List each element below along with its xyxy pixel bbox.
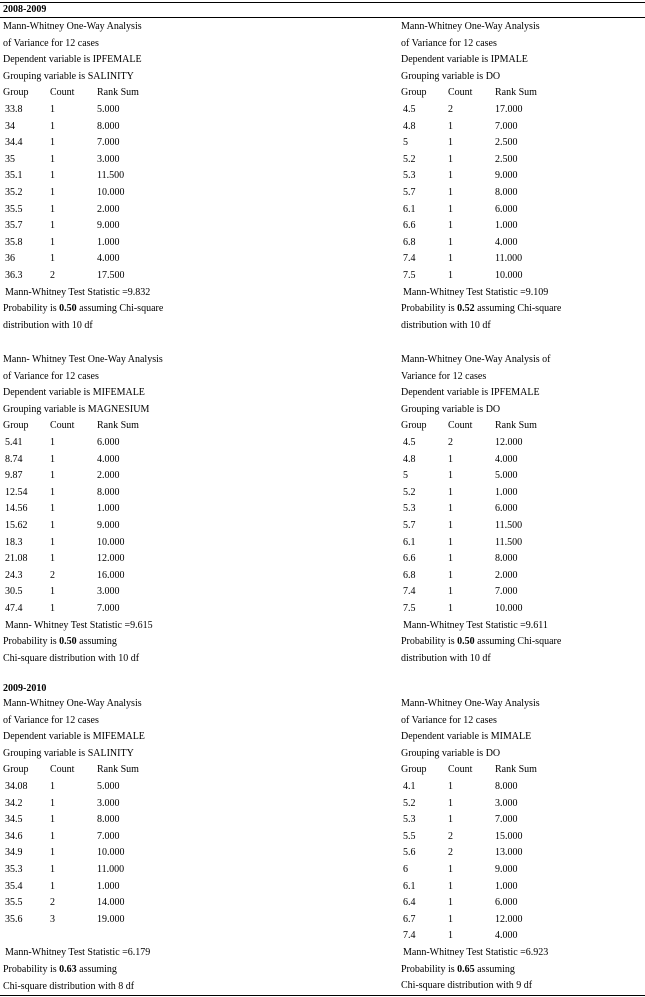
- table-cell: 5.6: [403, 847, 416, 859]
- table-cell: 30.5: [5, 586, 23, 598]
- table-cell: 4.1: [403, 781, 416, 792]
- table-cell: 35.4: [5, 880, 23, 892]
- probability-line: Probability is 0.65 assuming: [401, 963, 515, 975]
- table-cell: 1: [448, 553, 453, 565]
- dependent-variable: Dependent variable is IPFEMALE: [3, 54, 142, 66]
- table-cell: 34: [5, 120, 15, 132]
- table-cell: 5.3: [403, 814, 416, 826]
- column-header: Count: [50, 764, 75, 776]
- analysis-title-cont: of Variance for 12 cases: [3, 370, 99, 382]
- table-cell: 1: [50, 203, 55, 215]
- table-cell: 5.41: [5, 437, 23, 448]
- table-cell: 1: [50, 864, 55, 875]
- table-cell: 24.3: [5, 569, 23, 581]
- table-cell: 1: [448, 453, 453, 465]
- table-cell: 4.5: [403, 104, 416, 115]
- table-cell: 1: [448, 170, 453, 182]
- table-cell: 1: [50, 847, 55, 859]
- probability-value: 0.50: [457, 636, 475, 648]
- table-cell: 35.5: [5, 203, 23, 215]
- table-cell: 1: [448, 520, 453, 531]
- table-cell: 2: [448, 437, 453, 448]
- table-cell: 1: [50, 536, 55, 548]
- table-cell: 8.000: [97, 120, 120, 132]
- table-cell: 6.000: [495, 203, 518, 215]
- table-cell: 6.1: [403, 536, 416, 548]
- table-cell: 7.000: [97, 830, 120, 842]
- table-cell: 8.000: [495, 781, 518, 792]
- table-cell: 6.4: [403, 897, 416, 909]
- table-cell: 5.3: [403, 503, 416, 515]
- probability-value: 0.50: [59, 303, 77, 315]
- table-cell: 5.3: [403, 170, 416, 182]
- probability-line: Probability is 0.50 assuming: [3, 636, 117, 648]
- table-cell: 1.000: [97, 880, 120, 892]
- table-cell: 8.000: [97, 486, 120, 498]
- table-cell: 7.000: [97, 137, 120, 149]
- table-cell: 4.000: [97, 253, 120, 265]
- table-cell: 14.000: [97, 897, 125, 909]
- table-cell: 1: [50, 503, 55, 515]
- analysis-title-cont: of Variance for 12 cases: [401, 37, 497, 49]
- table-cell: 6: [403, 864, 408, 875]
- table-cell: 9.000: [495, 170, 518, 182]
- table-cell: 6.7: [403, 913, 416, 925]
- table-cell: 5: [403, 137, 408, 149]
- year-heading-2008-2009: 2008-2009: [3, 4, 47, 15]
- table-cell: 1: [50, 170, 55, 182]
- test-statistic: Mann-Whitney Test Statistic =9.611: [403, 619, 548, 631]
- table-cell: 5.7: [403, 520, 416, 531]
- table-cell: 4.000: [495, 453, 518, 465]
- table-cell: 5.2: [403, 797, 416, 809]
- table-cell: 11.500: [495, 536, 523, 548]
- table-cell: 4.000: [97, 453, 120, 465]
- table-cell: 7.4: [403, 930, 416, 942]
- table-cell: 1: [448, 569, 453, 581]
- table-cell: 2.000: [97, 203, 120, 215]
- table-cell: 1: [50, 486, 55, 498]
- table-cell: 1: [448, 586, 453, 598]
- table-cell: 6.000: [495, 503, 518, 515]
- probability-line: Probability is 0.50 assuming Chi-square: [3, 303, 164, 315]
- table-cell: 1: [448, 930, 453, 942]
- table-cell: 9.000: [97, 220, 120, 232]
- table-cell: 1: [50, 236, 55, 248]
- dependent-variable: Dependent variable is MIFEMALE: [3, 731, 145, 743]
- analysis-title: Mann-Whitney One-Way Analysis: [3, 21, 142, 32]
- table-cell: 1: [50, 253, 55, 265]
- probability-line-cont: distribution with 10 df: [3, 319, 93, 331]
- analysis-title-cont: of Variance for 12 cases: [3, 714, 99, 726]
- table-cell: 6.6: [403, 220, 416, 232]
- table-cell: 6.6: [403, 553, 416, 565]
- column-header: Group: [3, 764, 29, 776]
- probability-value: 0.50: [59, 636, 77, 648]
- table-cell: 1: [448, 253, 453, 265]
- table-cell: 33.8: [5, 104, 23, 115]
- table-cell: 2: [448, 830, 453, 842]
- table-cell: 35: [5, 153, 15, 165]
- test-statistic: Mann-Whitney Test Statistic =9.109: [403, 286, 549, 298]
- table-cell: 36.3: [5, 270, 23, 281]
- grouping-variable: Grouping variable is DO: [401, 70, 501, 82]
- table-cell: 6.8: [403, 569, 416, 581]
- table-cell: 1.000: [495, 486, 518, 498]
- table-cell: 5.7: [403, 187, 416, 198]
- table-cell: 7.5: [403, 603, 416, 614]
- table-cell: 11.500: [495, 520, 523, 531]
- column-header: Group: [3, 420, 29, 432]
- table-cell: 5.5: [403, 830, 416, 842]
- table-cell: 35.2: [5, 187, 23, 198]
- table-cell: 34.9: [5, 847, 23, 859]
- table-cell: 15.000: [495, 830, 523, 842]
- table-cell: 1: [448, 153, 453, 165]
- column-header: Group: [3, 87, 29, 99]
- table-cell: 17.500: [97, 270, 125, 281]
- table-cell: 2: [50, 897, 55, 909]
- table-cell: 1: [448, 503, 453, 515]
- table-cell: 1: [448, 236, 453, 248]
- table-cell: 18.3: [5, 536, 23, 548]
- analysis-title-cont: of Variance for 12 cases: [401, 714, 497, 726]
- table-cell: 9.000: [495, 864, 518, 875]
- table-cell: 5.2: [403, 153, 416, 165]
- table-cell: 3.000: [495, 797, 518, 809]
- table-cell: 11.500: [97, 170, 125, 182]
- column-header: Rank Sum: [97, 87, 139, 99]
- table-cell: 8.000: [495, 553, 518, 565]
- table-cell: 1: [50, 586, 55, 598]
- table-cell: 1: [448, 797, 453, 809]
- table-cell: 4.8: [403, 120, 416, 132]
- table-cell: 35.6: [5, 913, 23, 925]
- table-cell: 19.000: [97, 913, 125, 925]
- table-cell: 8.74: [5, 453, 23, 465]
- year-heading-2009-2010: 2009-2010: [3, 683, 47, 694]
- table-cell: 2: [50, 569, 55, 581]
- table-cell: 7.000: [495, 120, 518, 132]
- year-rule: [0, 17, 645, 18]
- column-header: Rank Sum: [495, 87, 537, 99]
- probability-line: Probability is 0.52 assuming Chi-square: [401, 303, 562, 315]
- table-cell: 35.3: [5, 864, 23, 875]
- table-cell: 10.000: [97, 536, 125, 548]
- table-cell: 10.000: [495, 270, 523, 281]
- table-cell: 1: [448, 470, 453, 482]
- table-cell: 1: [448, 814, 453, 826]
- table-cell: 5: [403, 470, 408, 482]
- table-cell: 1.000: [97, 236, 120, 248]
- analysis-title: Mann-Whitney One-Way Analysis: [401, 21, 540, 32]
- table-cell: 7.000: [495, 586, 518, 598]
- table-cell: 34.6: [5, 830, 23, 842]
- column-header: Count: [448, 87, 473, 99]
- table-cell: 7.4: [403, 586, 416, 598]
- table-cell: 3.000: [97, 153, 120, 165]
- grouping-variable: Grouping variable is DO: [401, 747, 501, 759]
- table-cell: 12.000: [97, 553, 125, 565]
- table-cell: 1: [50, 814, 55, 826]
- table-cell: 1: [448, 536, 453, 548]
- probability-value: 0.65: [457, 963, 475, 975]
- grouping-variable: Grouping variable is MAGNESIUM: [3, 403, 150, 415]
- table-cell: 1: [448, 137, 453, 149]
- table-cell: 10.000: [97, 187, 125, 198]
- analysis-title: Mann-Whitney One-Way Analysis: [401, 698, 540, 709]
- table-cell: 11.000: [495, 253, 523, 265]
- table-cell: 6.1: [403, 880, 416, 892]
- column-header: Count: [448, 420, 473, 432]
- table-cell: 1: [50, 553, 55, 565]
- table-cell: 1.000: [495, 220, 518, 232]
- table-cell: 1: [448, 203, 453, 215]
- table-cell: 1: [448, 897, 453, 909]
- table-cell: 7.5: [403, 270, 416, 281]
- column-header: Count: [50, 87, 75, 99]
- table-cell: 4.000: [495, 236, 518, 248]
- column-header: Count: [50, 420, 75, 432]
- grouping-variable: Grouping variable is DO: [401, 403, 501, 415]
- probability-line-cont: Chi-square distribution with 10 df: [3, 652, 140, 664]
- table-cell: 2.000: [495, 569, 518, 581]
- table-cell: 1: [448, 880, 453, 892]
- table-cell: 9.000: [97, 520, 120, 531]
- analysis-title: Mann- Whitney Test One-Way Analysis: [3, 354, 163, 365]
- table-cell: 1: [448, 486, 453, 498]
- column-header: Group: [401, 764, 427, 776]
- table-cell: 1: [448, 120, 453, 132]
- table-cell: 12.54: [5, 486, 28, 498]
- table-cell: 34.5: [5, 814, 23, 826]
- table-cell: 1: [448, 781, 453, 792]
- table-cell: 4.5: [403, 437, 416, 448]
- table-cell: 5.000: [97, 781, 120, 792]
- table-cell: 7.000: [495, 814, 518, 826]
- column-header: Rank Sum: [495, 764, 537, 776]
- table-cell: 1: [448, 603, 453, 614]
- table-cell: 1.000: [495, 880, 518, 892]
- table-cell: 1: [448, 220, 453, 232]
- column-header: Rank Sum: [97, 764, 139, 776]
- analysis-title-cont: of Variance for 12 cases: [3, 37, 99, 49]
- table-cell: 17.000: [495, 104, 523, 115]
- table-cell: 1: [50, 104, 55, 115]
- analysis-title: Mann-Whitney One-Way Analysis of: [401, 354, 551, 365]
- column-header: Rank Sum: [495, 420, 537, 432]
- table-cell: 6.1: [403, 203, 416, 215]
- analysis-title-cont: Variance for 12 cases: [401, 370, 487, 382]
- table-cell: 1: [50, 470, 55, 482]
- table-cell: 2: [50, 270, 55, 281]
- probability-line-cont: distribution with 10 df: [401, 652, 491, 664]
- table-cell: 7.4: [403, 253, 416, 265]
- table-cell: 34.4: [5, 137, 23, 149]
- table-cell: 4.000: [495, 930, 518, 942]
- table-cell: 14.56: [5, 503, 28, 515]
- table-cell: 34.08: [5, 781, 28, 792]
- bottom-rule: [0, 995, 645, 996]
- test-statistic: Mann-Whitney Test Statistic =6.923: [403, 947, 549, 958]
- dependent-variable: Dependent variable is MIMALE: [401, 731, 532, 743]
- table-cell: 6.000: [97, 437, 120, 448]
- table-cell: 11.000: [97, 864, 125, 875]
- table-cell: 34.2: [5, 797, 23, 809]
- table-cell: 15.62: [5, 520, 28, 531]
- table-cell: 3.000: [97, 797, 120, 809]
- column-header: Group: [401, 420, 427, 432]
- probability-line-cont: distribution with 10 df: [401, 319, 491, 331]
- table-cell: 2: [448, 847, 453, 859]
- column-header: Rank Sum: [97, 420, 139, 432]
- table-cell: 1: [50, 520, 55, 531]
- test-statistic: Mann- Whitney Test Statistic =9.615: [5, 619, 153, 631]
- table-cell: 6.8: [403, 236, 416, 248]
- dependent-variable: Dependent variable is MIFEMALE: [3, 387, 145, 399]
- table-cell: 1: [50, 137, 55, 149]
- test-statistic: Mann-Whitney Test Statistic =9.832: [5, 286, 151, 298]
- probability-line-cont: Chi-square distribution with 8 df: [3, 980, 135, 992]
- table-cell: 10.000: [495, 603, 523, 614]
- table-cell: 1: [50, 220, 55, 232]
- column-header: Count: [448, 764, 473, 776]
- table-cell: 8.000: [495, 187, 518, 198]
- column-header: Group: [401, 87, 427, 99]
- table-cell: 6.000: [495, 897, 518, 909]
- table-cell: 1.000: [97, 503, 120, 515]
- table-cell: 13.000: [495, 847, 523, 859]
- table-cell: 5.2: [403, 486, 416, 498]
- table-cell: 9.87: [5, 470, 23, 482]
- table-cell: 7.000: [97, 603, 120, 614]
- probability-value: 0.52: [457, 303, 475, 315]
- table-cell: 35.5: [5, 897, 23, 909]
- table-cell: 1: [448, 187, 453, 198]
- dependent-variable: Dependent variable is IPMALE: [401, 54, 528, 66]
- grouping-variable: Grouping variable is SALINITY: [3, 747, 134, 759]
- probability-line: Probability is 0.50 assuming Chi-square: [401, 636, 562, 648]
- table-cell: 1: [448, 270, 453, 281]
- table-cell: 4.8: [403, 453, 416, 465]
- table-cell: 1: [50, 830, 55, 842]
- table-cell: 1: [50, 880, 55, 892]
- table-cell: 3.000: [97, 586, 120, 598]
- table-cell: 1: [50, 453, 55, 465]
- table-cell: 1: [50, 781, 55, 792]
- table-cell: 35.1: [5, 170, 23, 182]
- table-cell: 8.000: [97, 814, 120, 826]
- dependent-variable: Dependent variable is IPFEMALE: [401, 387, 540, 399]
- table-cell: 1: [50, 437, 55, 448]
- probability-line: Probability is 0.63 assuming: [3, 964, 117, 975]
- table-cell: 35.8: [5, 236, 23, 248]
- top-rule: [0, 2, 645, 3]
- table-cell: 5.000: [97, 104, 120, 115]
- table-cell: 21.08: [5, 553, 28, 565]
- table-cell: 1: [50, 153, 55, 165]
- probability-line-cont: Chi-square distribution with 9 df: [401, 980, 533, 992]
- grouping-variable: Grouping variable is SALINITY: [3, 70, 134, 82]
- table-cell: 1: [50, 603, 55, 614]
- probability-value: 0.63: [59, 964, 77, 975]
- table-cell: 1: [50, 120, 55, 132]
- table-cell: 2.500: [495, 137, 518, 149]
- table-cell: 12.000: [495, 913, 523, 925]
- table-cell: 16.000: [97, 569, 125, 581]
- table-cell: 2.500: [495, 153, 518, 165]
- analysis-title: Mann-Whitney One-Way Analysis: [3, 698, 142, 709]
- table-cell: 10.000: [97, 847, 125, 859]
- table-cell: 5.000: [495, 470, 518, 482]
- table-cell: 2.000: [97, 470, 120, 482]
- table-cell: 47.4: [5, 603, 23, 614]
- table-cell: 12.000: [495, 437, 523, 448]
- table-cell: 2: [448, 104, 453, 115]
- table-cell: 35.7: [5, 220, 23, 232]
- test-statistic: Mann-Whitney Test Statistic =6.179: [5, 947, 151, 959]
- table-cell: 1: [448, 864, 453, 875]
- table-cell: 3: [50, 913, 55, 925]
- table-cell: 1: [50, 797, 55, 809]
- table-cell: 1: [50, 187, 55, 198]
- table-cell: 1: [448, 913, 453, 925]
- table-cell: 36: [5, 253, 15, 265]
